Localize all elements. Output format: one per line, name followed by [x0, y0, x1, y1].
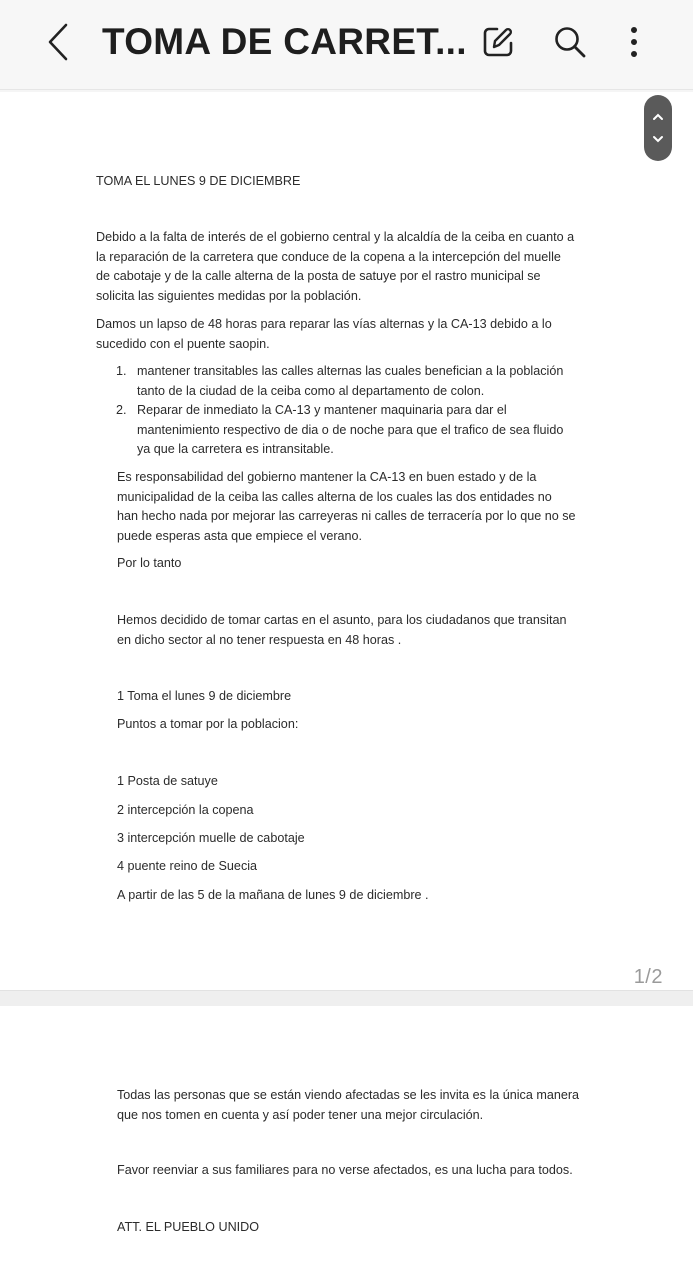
page-scroll-control[interactable] — [644, 95, 672, 161]
edit-note-icon — [481, 25, 515, 59]
forward-request-text: Favor reenviar a sus familiares para no verse afectados, es una lucha para todos. — [117, 1163, 573, 1177]
start-time-text: A partir de las 5 de la mañana de lunes 9 de diciembre . — [117, 887, 429, 902]
document-title: TOMA DE CARRET... — [102, 21, 467, 62]
point-item: 1 Posta de satuye — [117, 774, 218, 788]
text-line: Todas las personas que se están viendo afectadas se les invita es la única manera — [117, 1088, 580, 1102]
more-options-button[interactable] — [612, 20, 656, 64]
text-line: que nos tomen en cuenta y así poder tener una mejor circulación. — [117, 1107, 484, 1122]
scroll-down-icon[interactable] — [652, 132, 664, 146]
app-bar — [0, 0, 693, 90]
list-item-line: mantenimiento respectivo de dia o de noche para que el trafico de sea fluido — [137, 422, 564, 437]
edit-button[interactable] — [476, 20, 520, 64]
scroll-up-icon[interactable] — [652, 110, 664, 124]
point-item: 3 intercepción muelle de cabotaje — [117, 831, 305, 845]
points-heading: Puntos a tomar por la poblacion: — [117, 717, 299, 731]
search-button[interactable] — [548, 20, 592, 64]
text-line: en dicho sector al no tener respuesta en 48 horas . — [117, 632, 402, 647]
text-line: sucedido con el puente saopin. — [96, 336, 270, 351]
therefore-text: Por lo tanto — [117, 556, 182, 570]
text-line: Debido a la falta de interés de el gobierno central y la alcaldía de la ceiba en cuanto a — [96, 230, 575, 244]
list-item-line: mantener transitables las calles alternas las cuales benefician a la población — [137, 364, 564, 378]
text-line: Es responsabilidad del gobierno mantener la CA-13 en buen estado y de la — [117, 470, 537, 484]
list-item-line: Reparar de inmediato la CA-13 y mantener maquinaria para dar el — [137, 403, 507, 417]
text-line: han hecho nada por mejorar las carreyeras ni calles de terracería por lo que no se — [117, 509, 576, 523]
point-item: 4 puente reino de Suecia — [117, 859, 258, 873]
text-line: municipalidad de la ceiba las calles alterna de los cuales las dos entidades no — [117, 489, 552, 504]
text-line: Damos un lapso de 48 horas para reparar las vías alternas y la CA-13 debido a lo — [96, 317, 552, 331]
chevron-left-icon — [46, 22, 70, 62]
text-line: Hemos decidido de tomar cartas en el asunto, para los ciudadanos que transitan — [117, 613, 567, 627]
page-indicator: 1/2 — [633, 966, 663, 988]
list-number: 1. — [116, 364, 127, 378]
back-button[interactable] — [40, 20, 76, 64]
search-icon — [553, 25, 587, 59]
list-item-line: ya que la carretera es intransitable. — [137, 442, 334, 456]
text-line: la reparación de la carretera que conduce de la copena a la intercepción del muelle — [96, 249, 561, 264]
page-separator — [0, 990, 693, 1006]
document-heading: TOMA EL LUNES 9 DE DICIEMBRE — [96, 174, 301, 188]
signature-text: ATT. EL PUEBLO UNIDO — [117, 1220, 260, 1234]
toma-line: 1 Toma el lunes 9 de diciembre — [117, 689, 292, 703]
text-line: puede esperas asta que empiece el verano. — [117, 528, 363, 543]
document-page-2 — [0, 1006, 693, 1280]
text-line: de cabotaje y de la calle alterna de la posta de satuye por el rastro municipal se — [96, 269, 541, 283]
point-item: 2 intercepción la copena — [117, 802, 254, 817]
list-number: 2. — [116, 403, 127, 417]
more-vertical-icon — [629, 25, 639, 59]
list-item-line: tanto de la ciudad de la ceiba como al departamento de colon. — [137, 383, 485, 398]
text-line: solicita las siguientes medidas por la población. — [96, 288, 362, 303]
